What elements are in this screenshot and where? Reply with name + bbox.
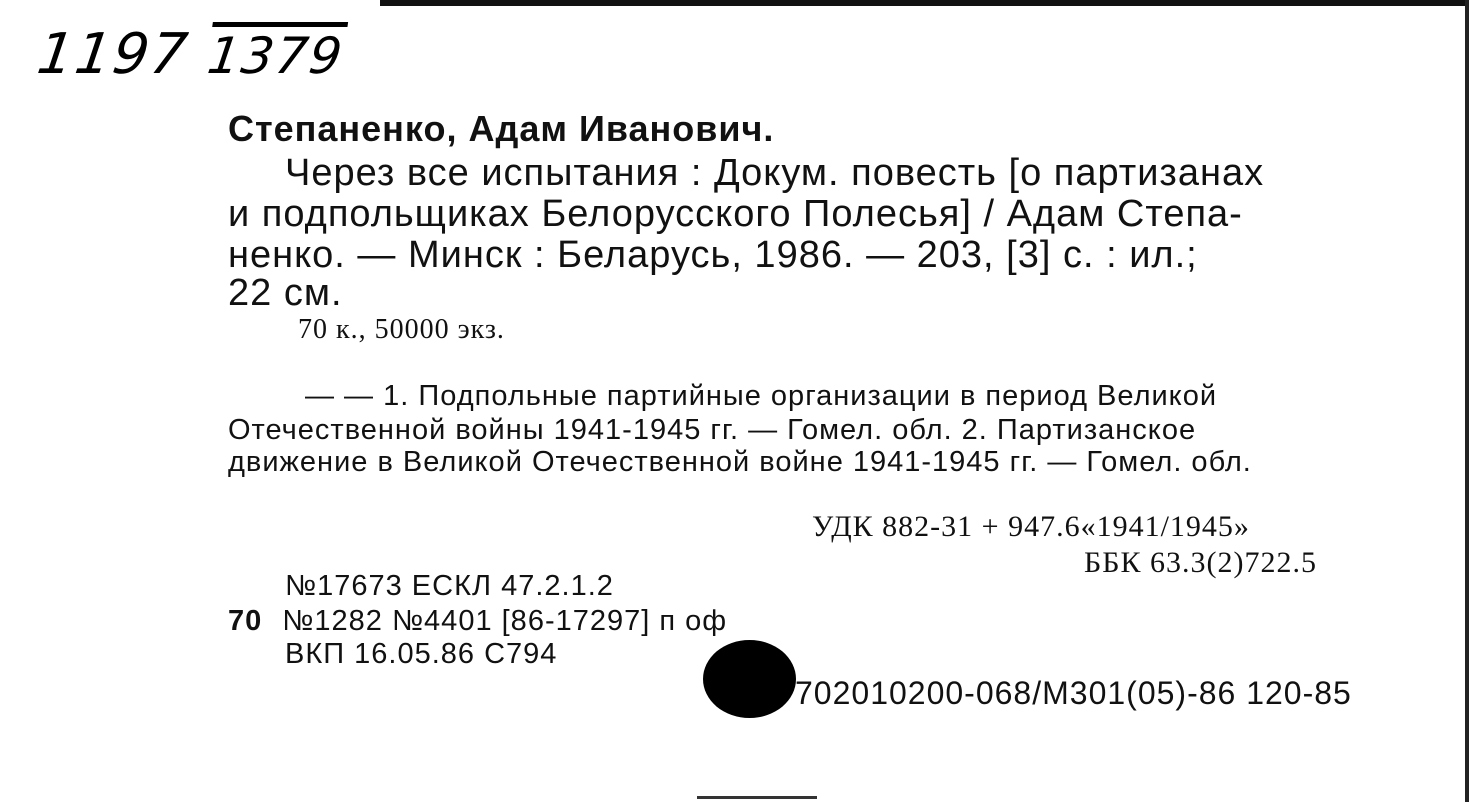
subject-tracing-line-2: Отечественной войны 1941-1945 гг. — Гомел. обл. 2. Партизанское	[228, 414, 1197, 446]
ink-blot	[703, 640, 796, 718]
description-line-3: ненко. — Минск : Беларусь, 1986. — 203, [3] с. : ил.;	[228, 234, 1198, 276]
subject-tracing-line-3: движение в Великой Отечественной войне 1941-1945 гг. — Гомел. обл.	[228, 446, 1252, 478]
registry-line-2-text: №1282 №4401 [86-17297] п оф	[282, 605, 728, 637]
card-right-border	[1465, 0, 1469, 802]
author-heading: Степаненко, Адам Иванович.	[228, 108, 775, 149]
registry-line-2	[228, 605, 727, 638]
bbk-classification: ББК 63.3(2)722.5	[1084, 546, 1317, 579]
handwritten-number-1: 1197	[33, 22, 194, 87]
description-line-4: 22 см.	[228, 272, 343, 314]
handwritten-catalog-number	[33, 22, 348, 87]
description-line-2: и подпольщиках Белорусского Полесья] / Адам Степа-	[228, 193, 1243, 235]
subject-tracing-line-1: — — 1. Подпольные партийные организации в период Великой	[305, 380, 1218, 412]
handwritten-number-2: 1379	[204, 27, 348, 85]
bottom-mark	[697, 796, 817, 799]
card-top-border	[380, 0, 1469, 6]
registry-line-3: ВКП 16.05.86 С794	[285, 638, 558, 670]
description-line-1: Через все испытания : Докум. повесть [о партизанах	[285, 152, 1265, 194]
publisher-code: 702010200-068/М301(05)-86 120-85	[795, 675, 1352, 711]
udk-classification: УДК 882-31 + 947.6«1941/1945»	[812, 510, 1250, 543]
registry-line-1: №17673 ЕСКЛ 47.2.1.2	[285, 570, 614, 602]
registry-prefix: 70	[228, 605, 263, 637]
price-circulation: 70 к., 50000 экз.	[298, 314, 505, 345]
